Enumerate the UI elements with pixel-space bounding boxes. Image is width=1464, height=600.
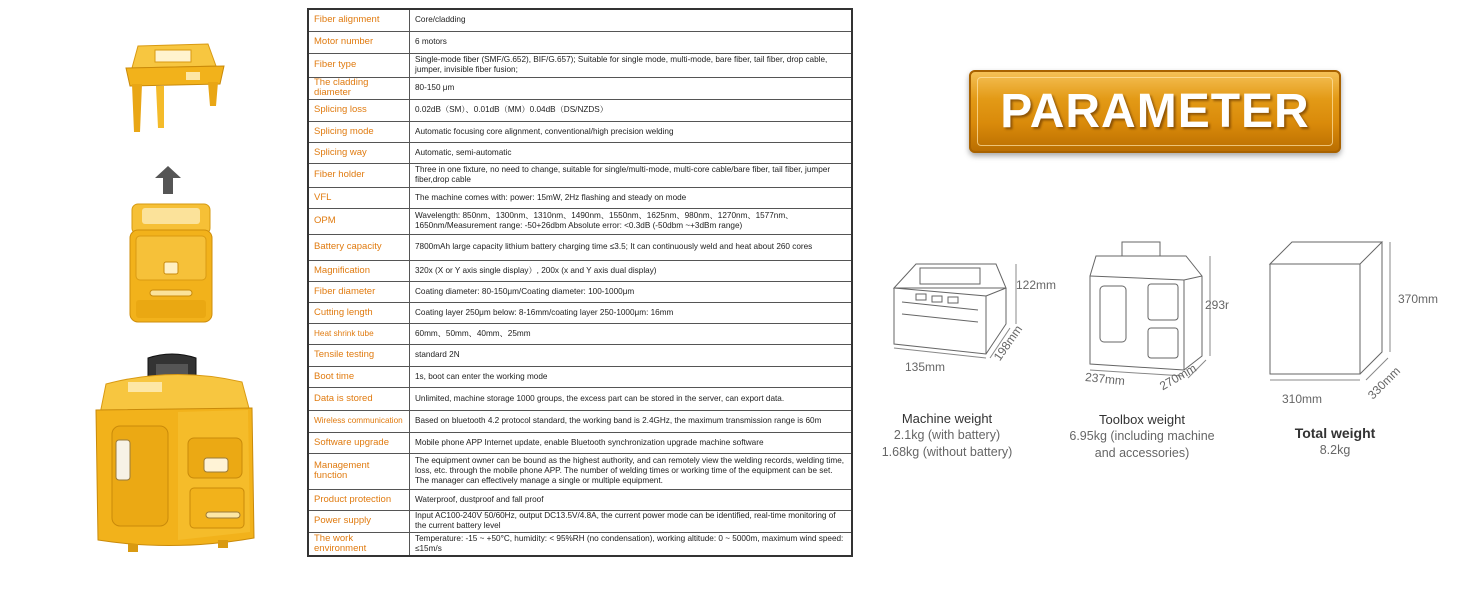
spec-value: The machine comes with: power: 15mW, 2Hz flashing and steady on mode: [410, 187, 853, 208]
spec-value: Waterproof, dustproof and fall proof: [410, 489, 853, 510]
machine-weight-caption: [872, 410, 1022, 461]
spec-label: Product protection: [308, 489, 410, 510]
spec-row: [308, 489, 852, 510]
toolbox-weight-line1: 6.95kg (including machine: [1069, 429, 1215, 443]
spec-row: [308, 77, 852, 99]
toolbox-width-dimension: 237mm: [1084, 369, 1126, 389]
machine-weight-title: Machine weight: [901, 411, 993, 426]
spec-value: Coating diameter: 80-150μm/Coating diameter: 100-1000μm: [410, 281, 853, 302]
spec-row: [308, 453, 852, 489]
spec-label: Heat shrink tube: [308, 323, 410, 344]
parameter-banner: [969, 70, 1341, 153]
spec-row: [308, 187, 852, 208]
spec-value: Core/cladding: [410, 9, 853, 31]
spec-row: [308, 344, 852, 366]
spec-label: Motor number: [308, 31, 410, 53]
spec-value: 320x (X or Y axis single display）, 200x (x and Y axis dual display): [410, 260, 853, 281]
machine-height-dimension: 122mm: [1016, 278, 1057, 292]
toolbox-weight-title: Toolbox weight: [1099, 412, 1185, 427]
total-weight-line1: 8.2kg: [1319, 443, 1351, 457]
spec-label: Cutting length: [308, 302, 410, 323]
spec-label: Data is stored: [308, 387, 410, 410]
spec-row: [308, 121, 852, 142]
spec-label: Wireless communication: [308, 410, 410, 432]
spec-label: Management function: [308, 453, 410, 489]
spec-row: [308, 163, 852, 187]
machine-weight-line2: 1.68kg (without battery): [881, 445, 1013, 459]
spec-row: [308, 234, 852, 260]
product-images: [80, 0, 280, 600]
spec-label: Fiber alignment: [308, 9, 410, 31]
spec-value: 80-150 μm: [410, 77, 853, 99]
spec-value: Three in one fixture, no need to change, suitable for single/multi-mode, multi-core cable/bare fiber, tail fiber, jumper fiber,drop cable: [410, 163, 853, 187]
total-height-dimension: 370mm: [1398, 292, 1439, 306]
spec-value: The equipment owner can be bound as the highest authority, and can remotely view the welding records, welding time, loss, etc. through the mobile phone APP. The number of welding times or working time of the equipment can be set. The manager can effectively manage a single or multiple equipment.: [410, 453, 853, 489]
spec-label: Fiber diameter: [308, 281, 410, 302]
spec-row: [308, 532, 852, 556]
spec-value: 6 motors: [410, 31, 853, 53]
spec-value: Mobile phone APP Internet update, enable Bluetooth synchronization upgrade machine software: [410, 432, 853, 453]
spec-label: Fiber type: [308, 53, 410, 77]
spec-row: [308, 432, 852, 453]
spec-row: [308, 208, 852, 234]
machine-width-dimension: 135mm: [905, 360, 946, 374]
spec-label: The work environment: [308, 532, 410, 556]
spec-row: [308, 9, 852, 31]
spec-value: standard 2N: [410, 344, 853, 366]
spec-row: [308, 53, 852, 77]
spec-label: Software upgrade: [308, 432, 410, 453]
total-weight-caption: [1270, 425, 1400, 459]
spec-row: [308, 260, 852, 281]
spec-label: Boot time: [308, 366, 410, 387]
spec-row: [308, 281, 852, 302]
spec-label: Magnification: [308, 260, 410, 281]
spec-row: [308, 410, 852, 432]
spec-value: Automatic, semi-automatic: [410, 142, 853, 163]
product-middle-image: [128, 202, 214, 326]
spec-value: 0.02dB（SM）、0.01dB（MM）0.04dB（DS/NZDS）: [410, 99, 853, 121]
spec-value: 60mm、50mm、40mm、25mm: [410, 323, 853, 344]
spec-label: The cladding diameter: [308, 77, 410, 99]
product-top-part-image: [120, 36, 230, 136]
spec-label: Power supply: [308, 510, 410, 532]
spec-value: 7800mAh large capacity lithium battery charging time ≤3.5; It can continuously weld and heat about 260 cores: [410, 234, 853, 260]
spec-value: 1s, boot can enter the working mode: [410, 366, 853, 387]
toolbox-weight-caption: [1056, 411, 1228, 462]
spec-row: [308, 510, 852, 532]
total-width-dimension: 310mm: [1282, 392, 1323, 406]
spec-row: [308, 366, 852, 387]
total-weight-title: Total weight: [1294, 425, 1376, 441]
arrow-up-icon: [155, 166, 181, 194]
product-case-image: [92, 352, 258, 558]
machine-dimension-drawing: [886, 240, 1036, 370]
spec-label: Fiber holder: [308, 163, 410, 187]
toolbox-height-dimension: 293r: [1205, 298, 1230, 312]
spec-row: [308, 142, 852, 163]
spec-row: [308, 302, 852, 323]
spec-label: OPM: [308, 208, 410, 234]
toolbox-depth-dimension: 270mm: [1157, 360, 1199, 394]
spec-row: [308, 99, 852, 121]
spec-value: Temperature: -15 ~ +50°C, humidity: < 95%RH (no condensation), working altitude: 0 ~ 5000m, maximum wind speed: ≤15m/s: [410, 532, 853, 556]
machine-depth-dimension: 198mm: [990, 322, 1026, 364]
toolbox-dimension-drawing: [1080, 236, 1220, 389]
total-depth-dimension: 330mm: [1364, 363, 1404, 403]
spec-value: Automatic focusing core alignment, conventional/high precision welding: [410, 121, 853, 142]
spec-row: [308, 31, 852, 53]
spec-label: Splicing loss: [308, 99, 410, 121]
spec-label: Splicing mode: [308, 121, 410, 142]
spec-value: Single-mode fiber (SMF/G.652), BIF/G.657); Suitable for single mode, multi-mode, bare fiber, tail fiber, drop cable, jumper, invisible fiber fusion;: [410, 53, 853, 77]
spec-value: Coating layer 250μm below: 8-16mm/coating layer 250-1000μm: 16mm: [410, 302, 853, 323]
spec-label: Splicing way: [308, 142, 410, 163]
toolbox-weight-line2: and accessories): [1094, 446, 1190, 460]
spec-row: [308, 323, 852, 344]
spec-value: Input AC100-240V 50/60Hz, output DC13.5V/4.8A, the current power mode can be identified, real-time monitoring of the current battery level: [410, 510, 853, 532]
spec-label: VFL: [308, 187, 410, 208]
spec-label: Tensile testing: [308, 344, 410, 366]
machine-weight-line1: 2.1kg (with battery): [893, 428, 1001, 442]
spec-value: Based on bluetooth 4.2 protocol standard, the working band is 2.4GHz, the maximum transmission range is 60m: [410, 410, 853, 432]
spec-table: [307, 8, 853, 557]
spec-row: [308, 387, 852, 410]
spec-value: Unlimited, machine storage 1000 groups, the excess part can be stored in the server, can export data.: [410, 387, 853, 410]
spec-value: Wavelength: 850nm、1300nm、1310nm、1490nm、1550nm、1625nm、980nm、1270nm、1577nm、1650nm/Measurement range: -50+26dbm Absolute error: <0.3dB (-50dbm ~+3dBm range): [410, 208, 853, 234]
spec-label: Battery capacity: [308, 234, 410, 260]
parameter-title: PARAMETER: [1000, 85, 1310, 138]
